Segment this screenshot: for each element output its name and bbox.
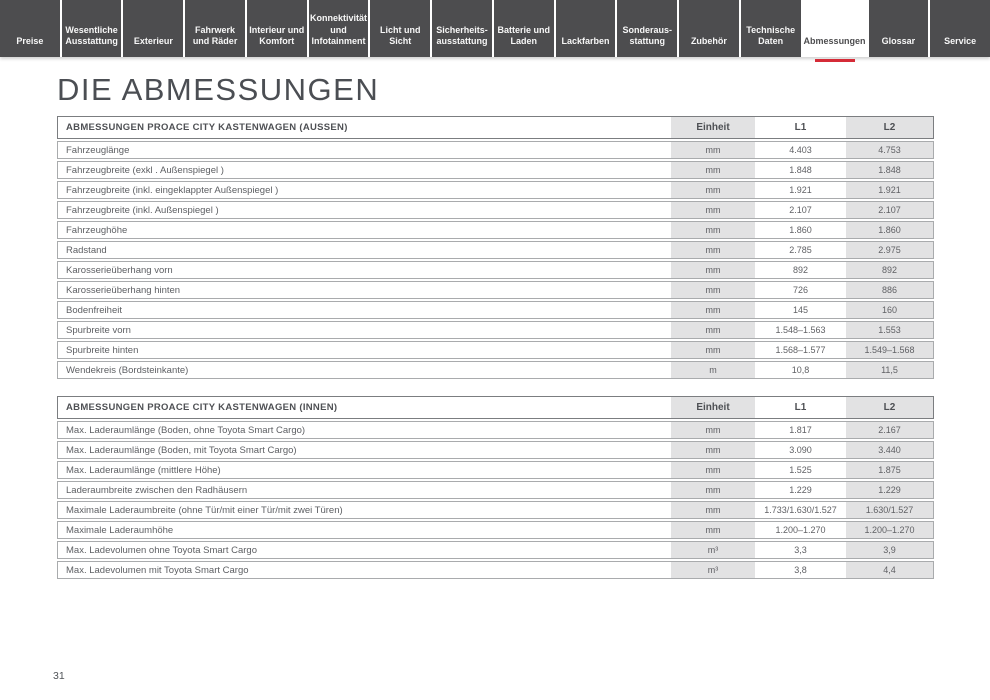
tab-label: Service (944, 36, 977, 47)
row-label: Max. Ladevolumen ohne Toyota Smart Cargo (66, 544, 257, 556)
tab-label: Wesentliche Ausstattung (65, 24, 118, 47)
table-row (57, 141, 934, 159)
row-label: Laderaumbreite zwischen den Radhäusern (66, 484, 248, 496)
column-header-einheit: Einheit (669, 397, 755, 418)
table-row (57, 241, 934, 259)
row-unit: mm (669, 222, 755, 238)
row-unit: mm (669, 142, 755, 158)
row-label: Fahrzeugbreite (inkl. eingeklappter Außenspiegel ) (66, 184, 279, 196)
row-label: Fahrzeugbreite (inkl. Außenspiegel ) (66, 204, 219, 216)
row-unit: mm (669, 282, 755, 298)
table-row (57, 361, 934, 379)
column-header-l1: L1 (755, 117, 844, 138)
row-value-l1: 3.090 (755, 442, 844, 458)
table-row (57, 481, 934, 499)
row-unit: m (669, 362, 755, 378)
column-header-einheit: Einheit (669, 117, 755, 138)
row-value-l2: 4,4 (844, 562, 933, 578)
row-value-l1: 1.229 (755, 482, 844, 498)
tab-abmessungen[interactable] (803, 0, 867, 57)
row-label: Max. Laderaumlänge (Boden, mit Toyota Smart Cargo) (66, 444, 297, 456)
row-label: Spurbreite vorn (66, 324, 131, 336)
table-body (57, 421, 934, 579)
tab-fahrwerk-und-räder[interactable] (185, 0, 245, 57)
row-unit: mm (669, 522, 755, 538)
row-value-l2: 1.549–1.568 (844, 342, 933, 358)
table-row (57, 441, 934, 459)
row-label: Radstand (66, 244, 107, 256)
page-content (0, 72, 990, 579)
row-unit: mm (669, 182, 755, 198)
tab-zubehör[interactable] (679, 0, 739, 57)
tab-exterieur[interactable] (123, 0, 183, 57)
row-value-l2: 160 (844, 302, 933, 318)
row-value-l1: 1.568–1.577 (755, 342, 844, 358)
row-value-l1: 892 (755, 262, 844, 278)
row-value-l2: 1.848 (844, 162, 933, 178)
row-unit: mm (669, 302, 755, 318)
column-header-l2: L2 (844, 117, 933, 138)
row-value-l2: 1.860 (844, 222, 933, 238)
row-unit: mm (669, 322, 755, 338)
tab-label: Fahrwerk und Räder (192, 24, 238, 47)
table-row (57, 521, 934, 539)
tab-label: Zubehör (690, 36, 727, 47)
table-row (57, 341, 934, 359)
row-unit: mm (669, 442, 755, 458)
table-row (57, 421, 934, 439)
table-row (57, 281, 934, 299)
row-value-l2: 3,9 (844, 542, 933, 558)
row-unit: mm (669, 502, 755, 518)
tab-label: Technische Daten (746, 24, 796, 47)
tab-konnektivität-und-infotainment[interactable] (309, 0, 369, 57)
tab-label: Abmessungen (803, 36, 866, 47)
table-row (57, 201, 934, 219)
table-row (57, 321, 934, 339)
row-value-l1: 10,8 (755, 362, 844, 378)
row-value-l2: 1.630/1.527 (844, 502, 933, 518)
table-title: ABMESSUNGEN PROACE CITY KASTENWAGEN (AUSSEN) (66, 122, 348, 133)
row-value-l2: 1.921 (844, 182, 933, 198)
row-value-l1: 1.733/1.630/1.527 (755, 502, 844, 518)
tab-lackfarben[interactable] (556, 0, 616, 57)
row-label: Spurbreite hinten (66, 344, 139, 356)
table-row (57, 181, 934, 199)
row-value-l2: 886 (844, 282, 933, 298)
tab-glossar[interactable] (869, 0, 929, 57)
row-label: Bodenfreiheit (66, 304, 122, 316)
table-title: ABMESSUNGEN PROACE CITY KASTENWAGEN (INNEN) (66, 402, 338, 413)
table-abmessungen-innen (57, 396, 934, 579)
table-row (57, 541, 934, 559)
row-value-l1: 2.785 (755, 242, 844, 258)
tab-sonderaus-stattung[interactable] (617, 0, 677, 57)
row-value-l2: 892 (844, 262, 933, 278)
row-label: Karosserieüberhang vorn (66, 264, 173, 276)
page-number: 31 (53, 670, 65, 682)
row-label: Fahrzeugbreite (exkl . Außenspiegel ) (66, 164, 224, 176)
row-value-l2: 3.440 (844, 442, 933, 458)
row-value-l2: 1.553 (844, 322, 933, 338)
row-value-l2: 2.975 (844, 242, 933, 258)
table-body (57, 141, 934, 379)
table-row (57, 161, 934, 179)
table-row (57, 561, 934, 579)
table-abmessungen-aussen (57, 116, 934, 379)
row-label: Max. Laderaumlänge (mittlere Höhe) (66, 464, 221, 476)
row-unit: m³ (669, 562, 755, 578)
row-label: Maximale Laderaumbreite (ohne Tür/mit einer Tür/mit zwei Türen) (66, 504, 343, 516)
tab-wesentliche-ausstattung[interactable] (62, 0, 122, 57)
row-value-l1: 1.848 (755, 162, 844, 178)
row-label: Maximale Laderaumhöhe (66, 524, 174, 536)
tab-label: Sonderausstattung (622, 24, 672, 47)
row-unit: mm (669, 202, 755, 218)
tab-sicherheits-ausstattung[interactable] (432, 0, 492, 57)
table-row (57, 461, 934, 479)
tab-batterie-und-laden[interactable] (494, 0, 554, 57)
row-value-l1: 1.921 (755, 182, 844, 198)
row-value-l1: 2.107 (755, 202, 844, 218)
row-value-l1: 1.200–1.270 (755, 522, 844, 538)
row-value-l2: 1.200–1.270 (844, 522, 933, 538)
row-label: Fahrzeughöhe (66, 224, 128, 236)
tab-label: Batterie und Laden (497, 24, 550, 47)
tab-service[interactable] (930, 0, 990, 57)
row-value-l1: 1.525 (755, 462, 844, 478)
row-label: Fahrzeuglänge (66, 144, 130, 156)
tab-licht-und-sicht[interactable] (370, 0, 430, 57)
row-value-l2: 11,5 (844, 362, 933, 378)
tab-label: Glossar (881, 36, 916, 47)
tab-label: Interieur und Komfort (249, 24, 305, 47)
row-value-l2: 2.167 (844, 422, 933, 438)
tab-label: Preise (16, 36, 44, 47)
row-unit: mm (669, 262, 755, 278)
row-value-l2: 4.753 (844, 142, 933, 158)
tab-label: Licht und Sicht (380, 24, 421, 47)
row-value-l1: 726 (755, 282, 844, 298)
row-label: Max. Laderaumlänge (Boden, ohne Toyota Smart Cargo) (66, 424, 306, 436)
row-value-l2: 2.107 (844, 202, 933, 218)
row-unit: mm (669, 242, 755, 258)
row-label: Wendekreis (Bordsteinkante) (66, 364, 189, 376)
row-value-l2: 1.875 (844, 462, 933, 478)
column-header-l1: L1 (755, 397, 844, 418)
row-value-l1: 3,8 (755, 562, 844, 578)
row-value-l1: 4.403 (755, 142, 844, 158)
tab-label: Exterieur (133, 36, 173, 47)
tab-preise[interactable] (0, 0, 60, 57)
table-row (57, 501, 934, 519)
table-header-row (57, 396, 934, 419)
tab-bar (0, 0, 990, 57)
table-row (57, 261, 934, 279)
tab-label: Lackfarben (561, 36, 610, 47)
row-value-l2: 1.229 (844, 482, 933, 498)
column-header-l2: L2 (844, 397, 933, 418)
row-unit: mm (669, 422, 755, 438)
table-row (57, 221, 934, 239)
row-unit: mm (669, 162, 755, 178)
row-value-l1: 1.817 (755, 422, 844, 438)
row-value-l1: 145 (755, 302, 844, 318)
table-row (57, 301, 934, 319)
row-unit: m³ (669, 542, 755, 558)
row-unit: mm (669, 462, 755, 478)
tab-label: Konnektivität und Infotainment (310, 12, 368, 47)
row-value-l1: 1.548–1.563 (755, 322, 844, 338)
page-title: DIE ABMESSUNGEN (57, 72, 380, 107)
tab-label: Sicherheitsausstattung (436, 24, 488, 47)
row-value-l1: 3,3 (755, 542, 844, 558)
row-value-l1: 1.860 (755, 222, 844, 238)
row-unit: mm (669, 342, 755, 358)
row-unit: mm (669, 482, 755, 498)
row-label: Karosserieüberhang hinten (66, 284, 181, 296)
tab-interieur-und-komfort[interactable] (247, 0, 307, 57)
tab-technische-daten[interactable] (741, 0, 801, 57)
row-label: Max. Ladevolumen mit Toyota Smart Cargo (66, 564, 249, 576)
table-header-row (57, 116, 934, 139)
